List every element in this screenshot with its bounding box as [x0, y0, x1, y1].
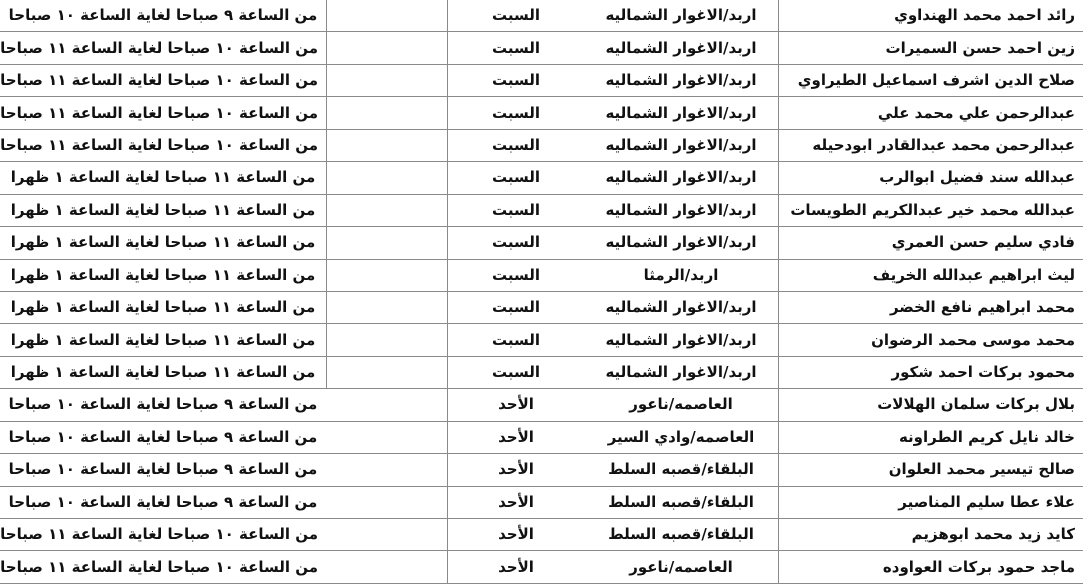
name-cell: زين احمد حسن السميرات: [779, 32, 1083, 64]
name-cell: بلال بركات سلمان الهلالات: [779, 389, 1083, 421]
name-cell: علاء عطا سليم المناصير: [779, 486, 1083, 518]
gap-cell: [327, 129, 448, 161]
gap-cell: [327, 64, 448, 96]
time-cell: من الساعة ١٠ صباحا لغاية الساعة ١١ صباحا: [0, 129, 327, 161]
time-cell: من الساعة ١٠ صباحا لغاية الساعة ١١ صباحا: [0, 551, 327, 584]
name-cell: محمود بركات احمد شكور: [779, 356, 1083, 388]
time-cell: من الساعة ١٠ صباحا لغاية الساعة ١١ صباحا: [0, 97, 327, 129]
gap-cell: [327, 324, 448, 356]
area-cell: اربد/الاغوار الشماليه: [584, 162, 779, 194]
table-row: [0, 324, 1083, 356]
table-row: [0, 551, 1083, 584]
time-cell: من الساعة ٩ صباحا لغاية الساعة ١٠ صباحا: [0, 389, 327, 421]
time-cell: من الساعة ١١ صباحا لغاية الساعة ١ ظهرا: [0, 291, 327, 323]
day-cell: السبت: [448, 259, 585, 291]
area-cell: اربد/الاغوار الشماليه: [584, 356, 779, 388]
table-row: [0, 291, 1083, 323]
table-row: [0, 32, 1083, 64]
day-cell: السبت: [448, 97, 585, 129]
name-cell: عبدالله محمد خير عبدالكريم الطويسات: [779, 194, 1083, 226]
gap-cell: [327, 519, 448, 551]
day-cell: الأحد: [448, 551, 585, 584]
name-cell: فادي سليم حسن العمري: [779, 227, 1083, 259]
name-cell: محمد موسى محمد الرضوان: [779, 324, 1083, 356]
time-cell: من الساعة ١١ صباحا لغاية الساعة ١ ظهرا: [0, 194, 327, 226]
gap-cell: [327, 162, 448, 194]
day-cell: السبت: [448, 194, 585, 226]
gap-cell: [327, 32, 448, 64]
time-cell: من الساعة ٩ صباحا لغاية الساعة ١٠ صباحا: [0, 486, 327, 518]
day-cell: السبت: [448, 356, 585, 388]
area-cell: العاصمه/ناعور: [584, 389, 779, 421]
day-cell: السبت: [448, 32, 585, 64]
time-cell: من الساعة ١١ صباحا لغاية الساعة ١ ظهرا: [0, 162, 327, 194]
gap-cell: [327, 551, 448, 584]
name-cell: عبدالرحمن محمد عبدالقادر ابودحيله: [779, 129, 1083, 161]
table-row: [0, 519, 1083, 551]
area-cell: اربد/الاغوار الشماليه: [584, 64, 779, 96]
gap-cell: [327, 486, 448, 518]
day-cell: السبت: [448, 291, 585, 323]
time-cell: من الساعة ٩ صباحا لغاية الساعة ١٠ صباحا: [0, 0, 327, 32]
area-cell: اربد/الاغوار الشماليه: [584, 194, 779, 226]
name-cell: عبدالرحمن علي محمد علي: [779, 97, 1083, 129]
table-row: [0, 454, 1083, 486]
gap-cell: [327, 389, 448, 421]
table-row: [0, 0, 1083, 32]
name-cell: صالح تيسير محمد العلوان: [779, 454, 1083, 486]
day-cell: السبت: [448, 0, 585, 32]
gap-cell: [327, 421, 448, 453]
gap-cell: [327, 97, 448, 129]
gap-cell: [327, 259, 448, 291]
area-cell: اربد/الاغوار الشماليه: [584, 129, 779, 161]
name-cell: ماجد حمود بركات العواوده: [779, 551, 1083, 584]
table-row: [0, 389, 1083, 421]
area-cell: اربد/الاغوار الشماليه: [584, 97, 779, 129]
time-cell: من الساعة ٩ صباحا لغاية الساعة ١٠ صباحا: [0, 421, 327, 453]
table-row: [0, 356, 1083, 388]
day-cell: الأحد: [448, 519, 585, 551]
day-cell: الأحد: [448, 389, 585, 421]
table-row: [0, 421, 1083, 453]
time-cell: من الساعة ١٠ صباحا لغاية الساعة ١١ صباحا: [0, 64, 327, 96]
name-cell: ليث ابراهيم عبدالله الخريف: [779, 259, 1083, 291]
name-cell: محمد ابراهيم نافع الخضر: [779, 291, 1083, 323]
time-cell: من الساعة ١٠ صباحا لغاية الساعة ١١ صباحا: [0, 32, 327, 64]
table-row: [0, 162, 1083, 194]
name-cell: كايد زيد محمد ابوهزيم: [779, 519, 1083, 551]
area-cell: اربد/الاغوار الشماليه: [584, 324, 779, 356]
gap-cell: [327, 227, 448, 259]
area-cell: العاصمه/وادي السير: [584, 421, 779, 453]
day-cell: الأحد: [448, 454, 585, 486]
day-cell: السبت: [448, 324, 585, 356]
gap-cell: [327, 291, 448, 323]
area-cell: البلقاء/قصبه السلط: [584, 486, 779, 518]
table-row: [0, 259, 1083, 291]
gap-cell: [327, 0, 448, 32]
gap-cell: [327, 356, 448, 388]
area-cell: البلقاء/قصبه السلط: [584, 519, 779, 551]
name-cell: عبدالله سند فضيل ابوالرب: [779, 162, 1083, 194]
area-cell: العاصمه/ناعور: [584, 551, 779, 584]
table-row: [0, 227, 1083, 259]
name-cell: صلاح الدين اشرف اسماعيل الطيراوي: [779, 64, 1083, 96]
name-cell: خالد نايل كريم الطراونه: [779, 421, 1083, 453]
name-cell: رائد احمد محمد الهنداوي: [779, 0, 1083, 32]
table-row: [0, 486, 1083, 518]
area-cell: اربد/الاغوار الشماليه: [584, 227, 779, 259]
time-cell: من الساعة ٩ صباحا لغاية الساعة ١٠ صباحا: [0, 454, 327, 486]
table-row: [0, 97, 1083, 129]
time-cell: من الساعة ١١ صباحا لغاية الساعة ١ ظهرا: [0, 324, 327, 356]
time-cell: من الساعة ١١ صباحا لغاية الساعة ١ ظهرا: [0, 259, 327, 291]
day-cell: السبت: [448, 227, 585, 259]
day-cell: الأحد: [448, 421, 585, 453]
day-cell: الأحد: [448, 486, 585, 518]
area-cell: اربد/الاغوار الشماليه: [584, 32, 779, 64]
table-row: [0, 194, 1083, 226]
area-cell: اربد/الاغوار الشماليه: [584, 0, 779, 32]
table-row: [0, 129, 1083, 161]
area-cell: اربد/الاغوار الشماليه: [584, 291, 779, 323]
time-cell: من الساعة ١١ صباحا لغاية الساعة ١ ظهرا: [0, 356, 327, 388]
table-row: [0, 64, 1083, 96]
time-cell: من الساعة ١٠ صباحا لغاية الساعة ١١ صباحا: [0, 519, 327, 551]
area-cell: اربد/الرمثا: [584, 259, 779, 291]
area-cell: البلقاء/قصبه السلط: [584, 454, 779, 486]
gap-cell: [327, 454, 448, 486]
day-cell: السبت: [448, 129, 585, 161]
day-cell: السبت: [448, 162, 585, 194]
day-cell: السبت: [448, 64, 585, 96]
gap-cell: [327, 194, 448, 226]
time-cell: من الساعة ١١ صباحا لغاية الساعة ١ ظهرا: [0, 227, 327, 259]
